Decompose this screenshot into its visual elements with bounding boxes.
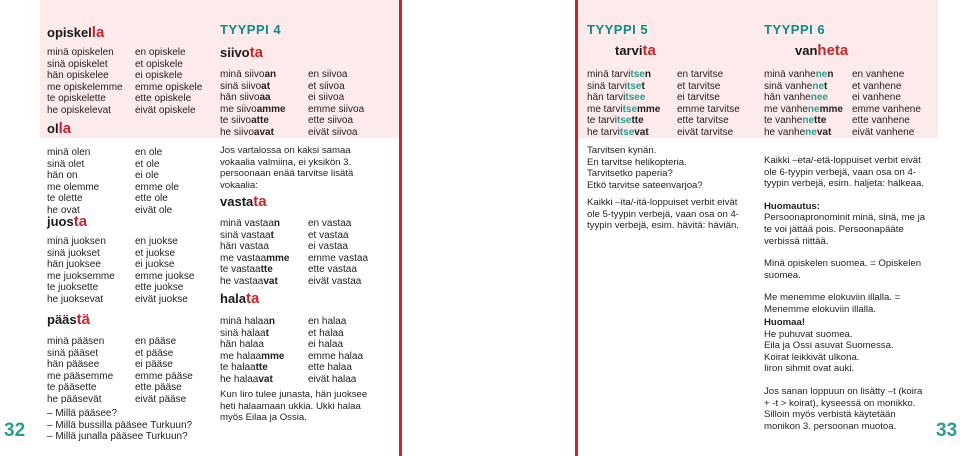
affirmative-form: te olette — [47, 193, 83, 205]
affirmative-form: minä pääsen — [47, 336, 105, 347]
examples-tarvita — [587, 145, 747, 191]
affirmative-form: me juoksemme — [47, 270, 115, 282]
negative-form: en halaa — [308, 316, 347, 327]
verb-title-halata: halata — [220, 290, 260, 307]
question-line: – Millä junalla pääsee Turkuun? — [47, 431, 188, 443]
negative-form: ette vastaa — [308, 264, 357, 276]
negative-form: ette pääse — [135, 382, 182, 394]
form-stem: te tarvi — [587, 115, 618, 127]
form-ending: aa — [259, 92, 271, 104]
verb-title-tarvita: tarvita — [615, 42, 656, 59]
negative-form: et halaa — [308, 327, 344, 339]
affirmative-column — [47, 47, 123, 117]
tyyppi-6-huomaa — [764, 317, 928, 443]
section-header-tyyppi-6: TYYPPI 6 — [764, 22, 826, 37]
negative-form: eivät ole — [135, 204, 173, 216]
affirmative-form: te opiskelette — [47, 93, 106, 105]
affirmative-column — [47, 236, 115, 306]
affirmative-form: me pääsemme — [47, 370, 114, 382]
form-ending: amme — [256, 103, 286, 115]
conjugation-tarvita — [587, 69, 762, 139]
form-infix: ne — [815, 69, 828, 80]
affirmative-form — [587, 127, 660, 139]
affirmative-form — [220, 127, 286, 139]
ending-note: Jos sanan loppuun on lisätty –t (koira + -t > koirat), kyseessä on monikko. Silloin myös verbistä käytetään monikon 3. persoonan muotoa. — [764, 385, 923, 432]
affirmative-form — [220, 92, 286, 104]
affirmative-form: he pääsevät — [47, 393, 102, 405]
affirmative-form — [220, 241, 290, 253]
negative-form: emme opiskele — [135, 81, 203, 93]
negative-form: et vastaa — [308, 229, 349, 241]
form-stem: minä siivo — [220, 69, 265, 80]
form-infix: nee — [810, 92, 828, 104]
affirmative-column — [587, 69, 660, 139]
form-ending: mme — [637, 103, 661, 115]
negative-form: eivät opiskele — [135, 104, 196, 116]
negative-form: et opiskele — [135, 58, 183, 70]
form-stem: minä tarvi — [587, 69, 631, 80]
form-ending: at — [261, 80, 271, 92]
affirmative-form: minä opiskelen — [47, 47, 114, 58]
affirmative-form — [587, 104, 660, 116]
form-stem: sinä vastaa — [220, 229, 271, 241]
form-stem: te halaa — [220, 362, 256, 374]
affirmative-form — [220, 104, 286, 116]
negative-form: ette halaa — [308, 362, 352, 374]
affirmative-form: sinä opiskelet — [47, 58, 108, 70]
conjugation-paasta — [47, 336, 247, 406]
form-infix: tsee — [625, 92, 646, 104]
affirmative-form — [587, 81, 660, 93]
negative-form: emme siivoa — [308, 103, 365, 115]
note-double-vowel: Jos vartalossa on kaksi samaa vokaalia valmiina, ei yksikön 3. persoonaan enää tarvitse lisätä vokaalia: — [220, 145, 354, 191]
conjugation-siivota — [220, 69, 395, 139]
verb-title-siivota: siivota — [220, 44, 263, 61]
huomaa-title: Huomaa! — [764, 317, 806, 328]
form-ending: t — [641, 80, 645, 92]
negative-form: emme vanhene — [852, 103, 921, 115]
page-edge-rule-left — [399, 0, 402, 456]
form-ending: n — [644, 69, 651, 80]
affirmative-form: me olemme — [47, 181, 100, 193]
tyyppi-6-notes — [764, 155, 928, 327]
negative-form: eivät juokse — [135, 293, 188, 305]
form-stem: sinä vanhe — [764, 80, 813, 92]
negative-form: et pääse — [135, 347, 174, 359]
example-omit-pronoun-2: Me menemme elokuviin illalla. = Menemme elokuviin illalla. — [764, 292, 901, 315]
affirmative-form — [220, 230, 290, 242]
affirmative-form: minä olen — [47, 147, 91, 158]
form-infix: ne — [802, 115, 815, 127]
affirmative-form — [220, 351, 285, 363]
form-infix: tse — [627, 80, 642, 92]
affirmative-form — [764, 81, 843, 93]
negative-form: en vastaa — [308, 218, 352, 229]
affirmative-form: me opiskelemme — [47, 81, 123, 93]
negative-form: ei tarvitse — [677, 92, 720, 104]
affirmative-form — [220, 115, 286, 127]
negative-form: en pääse — [135, 336, 177, 347]
form-infix: tse — [617, 115, 632, 127]
negative-form: ei vastaa — [308, 241, 349, 253]
affirmative-form — [220, 328, 285, 340]
negative-form: ei ole — [135, 170, 159, 182]
form-stem: me vastaa — [220, 252, 267, 264]
negative-form: ei siivoa — [308, 92, 345, 104]
verb-title-paasta: päästä — [47, 311, 90, 328]
form-infix: ne — [805, 126, 817, 138]
negative-column — [308, 316, 363, 386]
negative-form: ei opiskele — [135, 70, 183, 82]
form-ending: t — [265, 327, 269, 339]
negative-form: ei halaa — [308, 339, 344, 351]
negative-form: ette siivoa — [308, 115, 354, 127]
affirmative-form — [764, 92, 843, 104]
form-stem: sinä halaa — [220, 327, 266, 339]
affirmative-form: sinä olet — [47, 158, 85, 170]
page-number-left: 32 — [4, 420, 26, 441]
form-ending: tte — [631, 115, 644, 127]
negative-form: en opiskele — [135, 47, 186, 58]
affirmative-form: hän on — [47, 170, 78, 182]
form-ending: n — [827, 69, 834, 80]
form-stem: minä vanhe — [764, 69, 816, 80]
form-stem: he halaa — [220, 373, 259, 385]
affirmative-form: hän opiskelee — [47, 70, 109, 82]
negative-column — [135, 47, 202, 117]
affirmative-form — [764, 69, 843, 81]
negative-form: et ole — [135, 158, 160, 170]
negative-form: et siivoa — [308, 80, 345, 92]
negative-form: ei juokse — [135, 259, 175, 271]
affirmative-form: hän pääsee — [47, 359, 100, 371]
negative-form: emme vastaa — [308, 252, 369, 264]
negative-form: eivät halaa — [308, 373, 357, 385]
form-stem: sinä siivo — [220, 80, 262, 92]
form-stem: hän vastaa — [220, 241, 269, 253]
negative-form: emme ole — [135, 181, 179, 193]
form-infix: tse — [619, 126, 635, 138]
negative-form: eivät vanhene — [852, 126, 915, 138]
affirmative-form: minä juoksen — [47, 236, 106, 247]
form-ending: t — [270, 229, 274, 241]
conjugation-opiskella — [47, 47, 247, 117]
form-ending: mme — [819, 103, 843, 115]
form-ending: tte — [260, 264, 273, 276]
negative-column — [135, 147, 179, 217]
negative-column — [677, 69, 740, 139]
affirmative-form — [220, 218, 290, 230]
form-infix: ne — [812, 80, 825, 92]
conjugation-olla — [47, 147, 247, 217]
form-ending: n — [273, 218, 281, 229]
verb-title-vastata: vastata — [220, 193, 267, 210]
negative-form: en siivoa — [308, 69, 348, 80]
affirmative-form: hän juoksee — [47, 259, 101, 271]
negative-form: en ole — [135, 147, 163, 158]
negative-form: ei vanhene — [852, 92, 901, 104]
form-stem: me halaa — [220, 350, 262, 362]
questions-paasta — [47, 408, 227, 444]
affirmative-form: he juoksevat — [47, 293, 104, 305]
rule-tyyppi-6: Kaikki –eta/-etä-loppuiset verbit eivät ole 6-tyypin verbejä, vaan osa on 4-tyypin verbejä, esim. haljeta: halkeaa. — [764, 155, 924, 190]
conjugation-juosta — [47, 236, 247, 306]
form-ending: vat — [816, 126, 832, 138]
affirmative-form — [220, 374, 285, 386]
affirmative-column — [220, 69, 286, 139]
affirmative-form — [587, 69, 660, 81]
negative-column — [135, 336, 193, 406]
affirmative-form: he ovat — [47, 204, 80, 216]
form-ending: vat — [634, 126, 649, 138]
form-stem: te vanhe — [764, 115, 803, 127]
huomaa-examples — [764, 329, 928, 375]
affirmative-column — [764, 69, 843, 139]
negative-form: eivät tarvitse — [677, 126, 734, 138]
negative-column — [135, 236, 194, 306]
affirmative-form — [220, 81, 286, 93]
affirmative-form — [764, 115, 843, 127]
section-header-tyyppi-5: TYYPPI 5 — [587, 22, 649, 37]
form-stem: minä vastaa — [220, 218, 274, 229]
affirmative-form: sinä pääset — [47, 347, 99, 359]
affirmative-form — [587, 92, 660, 104]
affirmative-form — [220, 339, 285, 351]
form-infix: tse — [630, 69, 645, 80]
affirmative-column — [47, 147, 99, 217]
form-stem: hän tarvi — [587, 92, 626, 104]
huomaa-line: Koirat leikkivät ulkona. — [764, 351, 860, 363]
form-stem: he vastaa — [220, 275, 264, 287]
verb-title-juosta: juosta — [47, 213, 88, 230]
affirmative-column — [220, 316, 285, 386]
negative-column — [308, 69, 364, 139]
form-ending: tte — [255, 362, 268, 374]
form-stem: te siivo — [220, 115, 252, 127]
negative-form: eivät siivoa — [308, 126, 358, 138]
negative-form: emme tarvitse — [677, 103, 740, 115]
page-edge-rule-right — [575, 0, 578, 456]
huomaa-line: He puhuvat suomea. — [764, 328, 853, 340]
page-number-right: 33 — [936, 420, 958, 441]
negative-form: et vanhene — [852, 80, 902, 92]
negative-form: eivät vastaa — [308, 275, 362, 287]
form-ending: mme — [261, 350, 285, 362]
negative-column — [308, 218, 368, 288]
affirmative-form — [220, 362, 285, 374]
negative-form: ette tarvitse — [677, 115, 729, 127]
negative-form: emme pääse — [135, 370, 193, 382]
form-ending: atte — [251, 115, 269, 127]
form-stem: he siivo — [220, 126, 254, 138]
form-ending: an — [264, 69, 277, 80]
question-line: – Millä pääsee? — [47, 408, 118, 419]
negative-form: en juokse — [135, 236, 178, 247]
form-ending: n — [268, 316, 276, 327]
affirmative-form — [220, 253, 290, 265]
form-stem: hän vanhe — [764, 92, 811, 104]
negative-form: ette vanhene — [852, 115, 910, 127]
form-stem: he tarvi — [587, 126, 620, 138]
form-infix: ne — [807, 103, 820, 115]
negative-form: et tarvitse — [677, 80, 721, 92]
example-omit-pronoun-1: Minä opiskelen suomea. = Opiskelen suomea. — [764, 258, 922, 281]
huomaa-line: Iiron sihmit ovat auki. — [764, 363, 855, 375]
negative-form: ette ole — [135, 193, 168, 205]
negative-form: emme halaa — [308, 350, 364, 362]
affirmative-form — [220, 276, 290, 288]
form-stem: me siivo — [220, 103, 257, 115]
verb-title-opiskella: opiskella — [47, 24, 105, 41]
affirmative-form — [764, 127, 843, 139]
section-header-tyyppi-4: TYYPPI 4 — [220, 22, 282, 37]
negative-form: ei pääse — [135, 359, 173, 371]
form-stem: hän siivo — [220, 92, 260, 104]
negative-form: ette juokse — [135, 282, 184, 294]
form-ending: t — [824, 80, 828, 92]
affirmative-column — [47, 336, 113, 406]
huomautus-text: Persoonapronominit minä, sinä, me ja te voi jättää pois. Persoonapääte verbissä riittää. — [764, 212, 926, 247]
negative-form: ette opiskele — [135, 93, 192, 105]
huomautus-title: Huomautus: — [764, 200, 820, 212]
example-sentence: En tarvitse helikopteria. — [587, 156, 687, 168]
form-stem: sinä tarvi — [587, 80, 628, 92]
affirmative-form — [764, 104, 843, 116]
affirmative-form — [220, 69, 286, 81]
rule-tyyppi-5: Kaikki –ita/-itä-loppuiset verbit eivät ole 5-tyypin verbejä, vaan osa on 4-tyypin verbejä, esim. hävitä: häviän. — [587, 197, 739, 232]
negative-form: eivät pääse — [135, 393, 187, 405]
form-ending: mme — [266, 252, 290, 264]
form-stem: te vastaa — [220, 264, 261, 276]
affirmative-form: te pääsette — [47, 382, 97, 394]
affirmative-form: sinä juokset — [47, 247, 100, 259]
verb-title-vanheta: vanheta — [795, 42, 849, 59]
affirmative-form — [220, 264, 290, 276]
form-stem: hän halaa — [220, 339, 264, 351]
form-stem: minä halaa — [220, 316, 269, 327]
affirmative-form — [220, 316, 285, 328]
conjugation-vastata — [220, 218, 395, 288]
negative-form: en tarvitse — [677, 69, 724, 80]
example-sentence: Tarvitsen kynän. — [587, 145, 657, 156]
form-stem: me vanhe — [764, 103, 808, 115]
example-sentence: Tarvitsetko paperia? — [587, 168, 673, 180]
verb-title-olla: olla — [47, 120, 72, 137]
form-stem: me tarvi — [587, 103, 623, 115]
conjugation-vanheta — [764, 69, 939, 139]
negative-form: emme juokse — [135, 270, 195, 282]
form-ending: vat — [258, 373, 273, 385]
conjugation-halata — [220, 316, 395, 386]
affirmative-form: he opiskelevat — [47, 104, 111, 116]
question-line: – Millä bussilla pääsee Turkuun? — [47, 419, 193, 431]
negative-form: et juokse — [135, 247, 176, 259]
form-stem: he vanhe — [764, 126, 806, 138]
form-ending: vat — [263, 275, 278, 287]
affirmative-form: te juoksette — [47, 282, 99, 294]
negative-form: en vanhene — [852, 69, 905, 80]
affirmative-form — [587, 115, 660, 127]
negative-column — [852, 69, 921, 139]
huomaa-line: Eila ja Ossi asuvat Suomessa. — [764, 340, 894, 352]
example-sentence: Etkö tarvitse sateenvarjoa? — [587, 179, 703, 191]
form-infix: tse — [622, 103, 638, 115]
example-halata: Kun Iiro tulee junasta, hän juoksee heti halaamaan ukkia. Ukki halaa myös Eilaa ja Ossia. — [220, 389, 368, 424]
affirmative-column — [220, 218, 290, 288]
form-ending: tte — [814, 115, 827, 127]
form-ending: avat — [253, 126, 274, 138]
